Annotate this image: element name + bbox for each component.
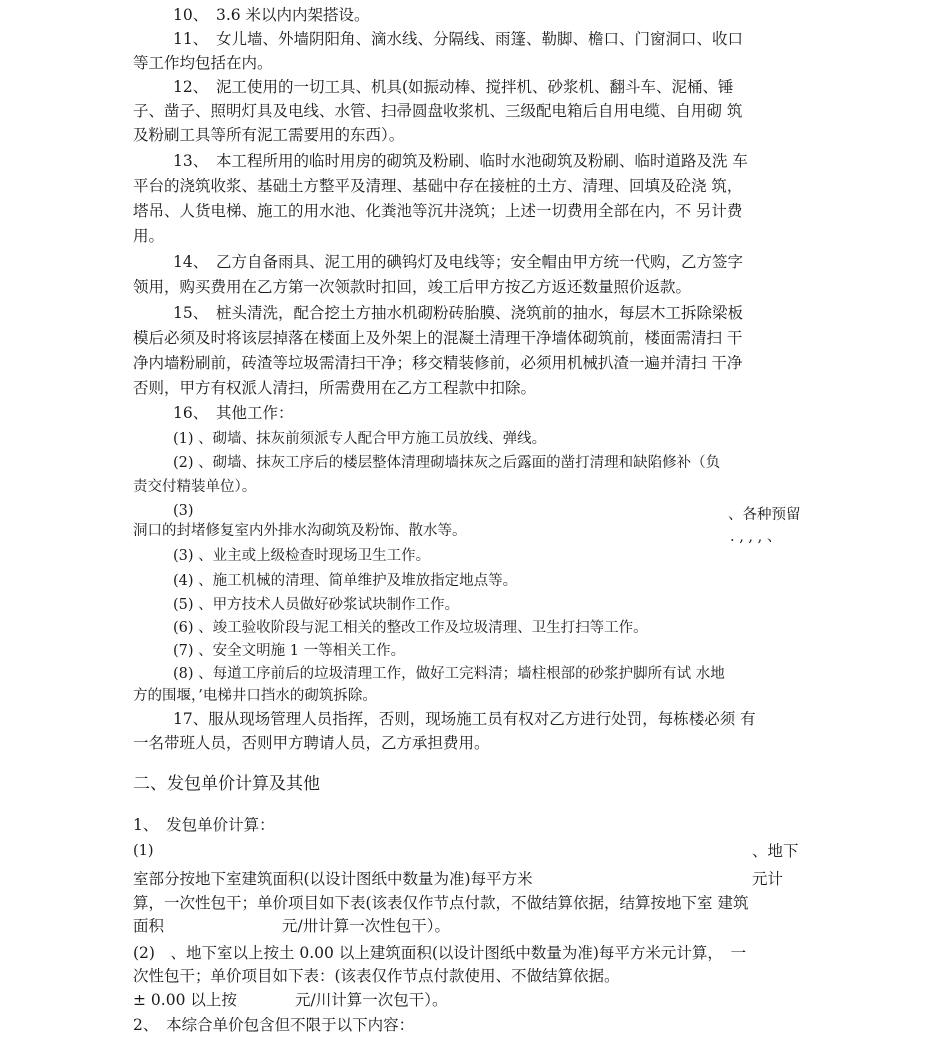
pricing-heading-2: 2、 本综合单价包含但不限于以下内容： (133, 1016, 415, 1034)
item-12-line-2: 子、凿子、照明灯具及电线、水管、扫帚圆盘收浆机、三级配电箱后自用电缆、自用砌 筑 (133, 102, 743, 120)
item-11-line-2: 等工作均包括在内。 (133, 54, 273, 72)
sub-item-2-line-1: (2) 、砌墙、抹灰工序后的楼层整体清理砌墙抹灰之后露面的凿打清理和缺陷修补（负 (173, 455, 721, 471)
sub-item-8-line-1: (8) 、每道工序前后的垃圾清理工作，做好工完料清；墙柱根部的砂浆护脚所有试 水地 (173, 666, 725, 682)
item-13-line-3: 塔吊、人货电梯、施工的用水池、化粪池等沉井浇筑；上述一切费用全部在内，不 另计费 (133, 202, 743, 220)
item-17-line-2: 一名带班人员，否则甲方聘请人员，乙方承担费用。 (133, 734, 490, 752)
pricing-p1-tail-1: 、地下 (752, 842, 799, 860)
sub-item-7: (7) 、安全文明施 1 一等相关工作。 (173, 643, 406, 659)
item-15-line-4: 否则，甲方有权派人清扫，所需费用在乙方工程款中扣除。 (133, 379, 537, 397)
sub-item-3a-marks: . , , , 、 (730, 529, 782, 545)
pricing-p2-line-3a: ± 0.00 以上按 (133, 991, 237, 1009)
item-13-line-2: 平台的浇筑收浆、基础土方整平及清理、基础中存在接桩的土方、清理、回填及砼浇 筑， (133, 177, 743, 195)
pricing-p1-line-3: 算，一次性包干；单价项目如下表(该表仅作节点付款，不做结算依据，结算按地下室 建筑 (133, 894, 749, 912)
item-12-line-1: 12、 泥工使用的一切工具、机具(如振动棒、搅拌机、砂浆机、翻斗车、泥桶、锤 (173, 78, 734, 96)
pricing-p2-line-3b: 元/川计算一次包干）。 (295, 991, 448, 1009)
item-12-line-3: 及粉刷工具等所有泥工需要用的东西）。 (133, 126, 405, 144)
pricing-p1-number: (1) (133, 843, 154, 859)
item-15-line-3: 净内墙粉刷前，砖渣等垃圾需清扫干净；移交精装修前，必须用机械扒渣一遍并清扫 干净 (133, 354, 743, 372)
sub-item-4: (4) 、施工机械的清理、简单维护及堆放指定地点等。 (173, 573, 518, 589)
sub-item-3a-tail: 、各种预留 (728, 507, 801, 523)
item-16-heading: 16、 其他工作： (173, 404, 294, 422)
sub-item-5: (5) 、甲方技术人员做好砂浆试块制作工作。 (173, 597, 460, 613)
pricing-p2-line-2: 次性包干；单价项目如下表：(该表仅作节点付款使用、不做结算依据。 (133, 967, 620, 985)
item-17-line-1: 17、服从现场管理人员指挥，否则，现场施工员有权对乙方进行处罚，每栋楼必须 有 (173, 710, 756, 728)
sub-item-3b: (3) 、业主或上级检查时现场卫生工作。 (173, 548, 431, 564)
pricing-p1-line-4a: 面积 (133, 917, 165, 935)
item-13-line-4: 用。 (133, 227, 165, 245)
sub-item-8-line-2: 方的围堰，’电梯井口挡水的砌筑拆除。 (133, 688, 377, 704)
pricing-p1-line-2: 室部分按地下室建筑面积(以设计图纸中数量为准)每平方米 (133, 870, 533, 888)
section-title: 二、发包单价计算及其他 (133, 774, 320, 794)
item-11-line-1: 11、 女儿墙、外墙阴阳角、滴水线、分隔线、雨篷、勒脚、檐口、门窗洞口、收口 (173, 30, 743, 48)
pricing-p2-line-1: (2) 、地下室以上按土 0.00 以上建筑面积(以设计图纸中数量为准)每平方米元计算， 一 (133, 944, 747, 962)
pricing-heading: 1、 发包单价计算： (133, 816, 275, 834)
item-14-line-1: 14、 乙方自备雨具、泥工用的碘钨灯及电线等；安全帽由甲方统一代购，乙方签字 (173, 253, 743, 271)
sub-item-3a-line-2: 洞口的封堵修复室内外排水沟砌筑及粉饰、散水等。 (133, 523, 467, 539)
pricing-p1-line-4b: 元/卅计算一次性包干）。 (282, 917, 450, 935)
sub-item-2-line-2: 责交付精装单位）。 (133, 479, 257, 495)
item-15-line-1: 15、 桩头清洗，配合挖土方抽水机砌粉砖胎膜、浇筑前的抽水，每层木工拆除梁板 (173, 304, 743, 322)
item-10-line-1: 10、 3.6 米以内内架搭设。 (173, 6, 370, 24)
item-13-line-1: 13、 本工程所用的临时用房的砌筑及粉刷、临时水池砌筑及粉刷、临时道路及洗 车 (173, 152, 748, 170)
sub-item-3a-number: (3) (173, 503, 194, 519)
sub-item-1: (1) 、砌墙、抹灰前须派专人配合甲方施工员放线、弹线。 (173, 431, 547, 447)
item-15-line-2: 模后必须及时将该层掉落在楼面上及外架上的混凝土清理干净墙体砌筑前，楼面需清扫 干 (133, 329, 743, 347)
item-14-line-2: 领用，购买费用在乙方第一次领款时扣回，竣工后甲方按乙方返还数量照价返款。 (133, 278, 692, 296)
pricing-p1-tail-2: 元计 (752, 870, 784, 888)
sub-item-6: (6) 、竣工验收阶段与泥工相关的整改工作及垃圾清理、卫生打扫等工作。 (173, 620, 648, 636)
